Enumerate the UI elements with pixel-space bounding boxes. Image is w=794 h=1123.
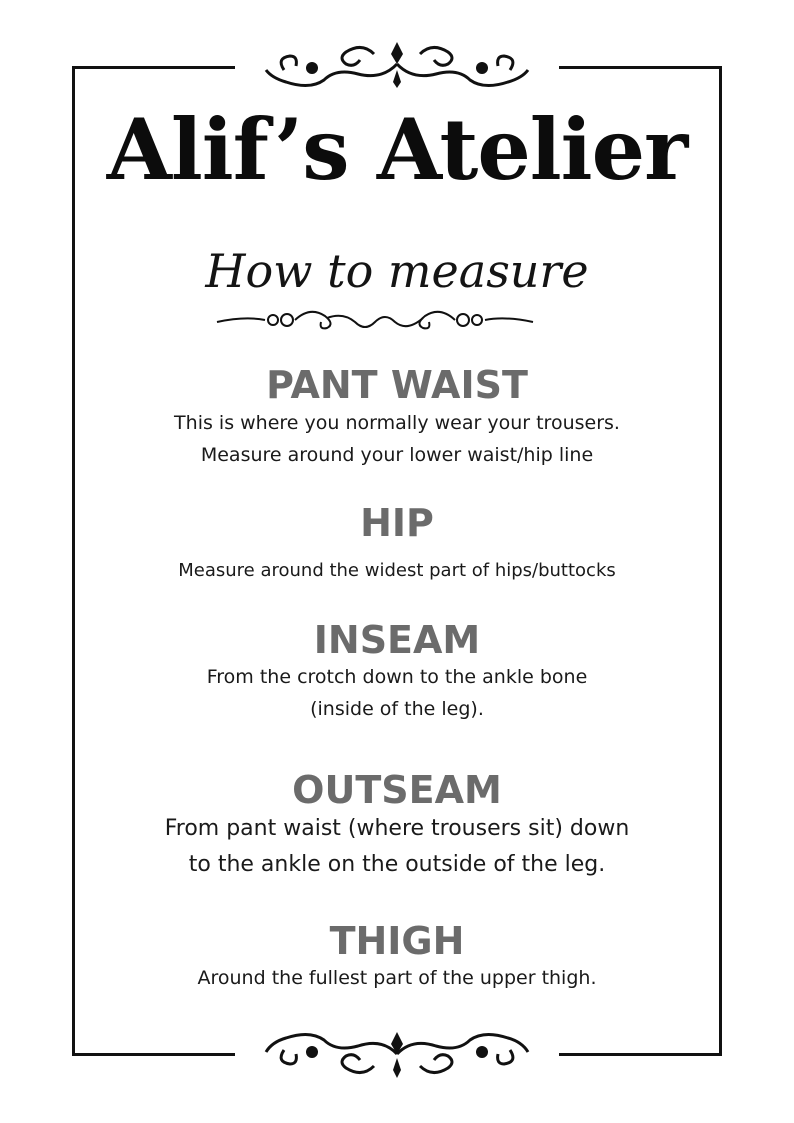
frame-top-right-line: [559, 66, 722, 69]
hip-description: Measure around the widest part of hips/buttocks: [178, 560, 616, 581]
hip-heading: HIP: [360, 501, 434, 545]
frame-bottom-left-line: [72, 1053, 235, 1056]
frame-bottom-right-line: [559, 1053, 722, 1056]
swirl-divider-ornament: [215, 302, 535, 336]
inseam-description: From the crotch down to the ankle bone (inside of the leg).: [206, 666, 588, 720]
inseam-heading: INSEAM: [313, 618, 481, 662]
outseam-description: From pant waist (where trousers sit) down to the ankle on the outside of the leg.: [164, 816, 630, 877]
outseam-section: [100, 768, 694, 883]
thigh-heading: THIGH: [329, 919, 465, 963]
top-flourish-ornament: [262, 40, 532, 90]
brand-title: Alif’s Atelier: [106, 100, 688, 199]
frame-top-left-line: [72, 66, 235, 69]
pant-waist-description: This is where you normally wear your trousers. Measure around your lower waist/hip line: [174, 412, 620, 466]
pant-waist-heading: PANT WAIST: [266, 363, 528, 407]
frame-right-line: [719, 66, 722, 1056]
page-subtitle: How to measure: [205, 244, 589, 298]
thigh-description: Around the fullest part of the upper thigh.: [197, 967, 597, 989]
inseam-section: [100, 618, 694, 725]
outseam-heading: OUTSEAM: [292, 768, 502, 812]
thigh-section: [100, 919, 694, 994]
frame-left-line: [72, 66, 75, 1056]
pant-waist-section: [100, 363, 694, 471]
bottom-flourish-ornament: [262, 1030, 532, 1080]
hip-section: [100, 501, 694, 586]
